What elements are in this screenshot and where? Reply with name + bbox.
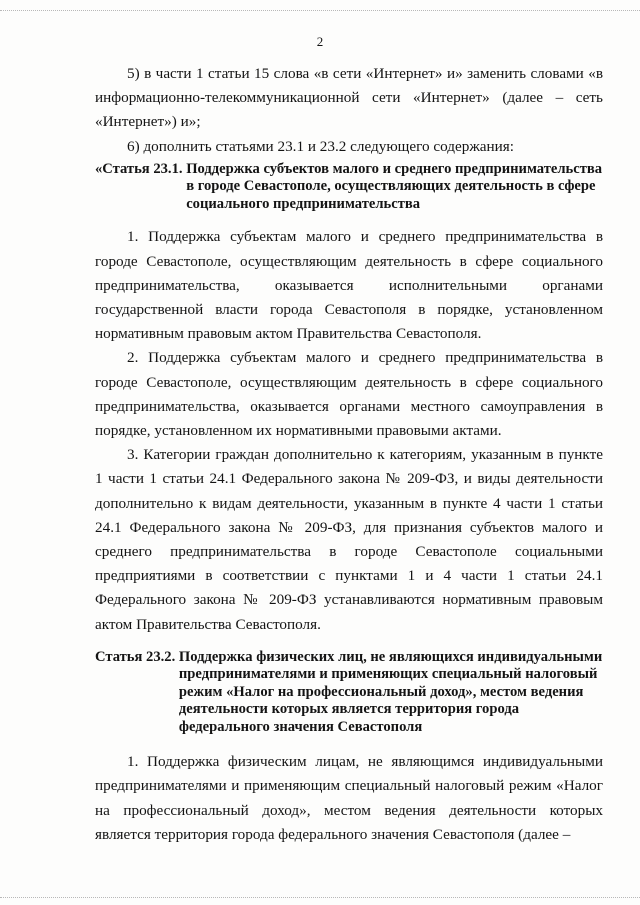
page-number: 2 bbox=[316, 34, 324, 49]
article-23-1-heading bbox=[95, 161, 603, 214]
article-23-2-number: Статья 23.2. bbox=[95, 648, 179, 665]
article-23-1-number: «Статья 23.1. bbox=[95, 160, 187, 177]
paragraph-amendment-6: 6) дополнить статьями 23.1 и 23.2 следующего содержания: bbox=[127, 137, 515, 155]
article-23-1-title: Поддержка субъектов малого и среднего предпринимательства в городе Севастополе, осуществляющих деятельность в сфере социального предпринимательства bbox=[186, 160, 603, 212]
scan-edge-bottom bbox=[0, 897, 640, 899]
article-23-2-paragraph-1: 1. Поддержка физическим лицам, не являющимся индивидуальными предпринимателями и применяющим специальный налоговый режим «Налог на профессиональный доход», местом ведения деятельности которых является территория города федерального значения Севастополя (далее – bbox=[95, 753, 603, 843]
document-body bbox=[95, 62, 603, 847]
scan-edge-top bbox=[0, 10, 640, 12]
article-23-2-heading bbox=[95, 649, 603, 737]
article-23-1-paragraph-1: 1. Поддержка субъектам малого и среднего предпринимательства в городе Севастополе, осуществляющим деятельность в сфере социального предпринимательства, оказывается исполнительными органами государственной власти города Севастополя в порядке, установленном нормативным правовым актом Правительства Севастополя. bbox=[95, 228, 603, 343]
article-23-2-title: Поддержка физических лиц, не являющихся индивидуальными предпринимателями и применяющих специальный налоговый режим «Налог на профессиональный доход», местом ведения деятельности которых является территория города федерального значения Севастополя bbox=[178, 648, 603, 735]
article-23-1-paragraph-2: 2. Поддержка субъектам малого и среднего предпринимательства в городе Севастополе, осуществляющим деятельность в сфере социального предпринимательства, оказывается органами местного самоуправления в порядке, установленном их нормативными правовыми актами. bbox=[95, 349, 603, 439]
article-23-1-paragraph-3: 3. Категории граждан дополнительно к категориям, указанным в пункте 1 части 1 статьи 24.1 Федерального закона № 209-ФЗ, и виды деятельности дополнительно к видам деятельности, указанным в пункте 4 части 1 статьи 24.1 Федерального закона № 209-ФЗ, для признания субъектов малого и среднего предпринимательства в городе Севастополе социальными предприятиями в соответствии с пунктами 1 и 4 части 1 статьи 24.1 Федерального закона № 209-ФЗ устанавливаются нормативным правовым актом Правительства Севастополя. bbox=[95, 446, 603, 633]
paragraph-amendment-5: 5) в части 1 статьи 15 слова «в сети «Интернет» и» заменить словами «в информационно-телекоммуникационной сети «Интернет» (далее – сеть «Интернет») и»; bbox=[95, 65, 603, 131]
